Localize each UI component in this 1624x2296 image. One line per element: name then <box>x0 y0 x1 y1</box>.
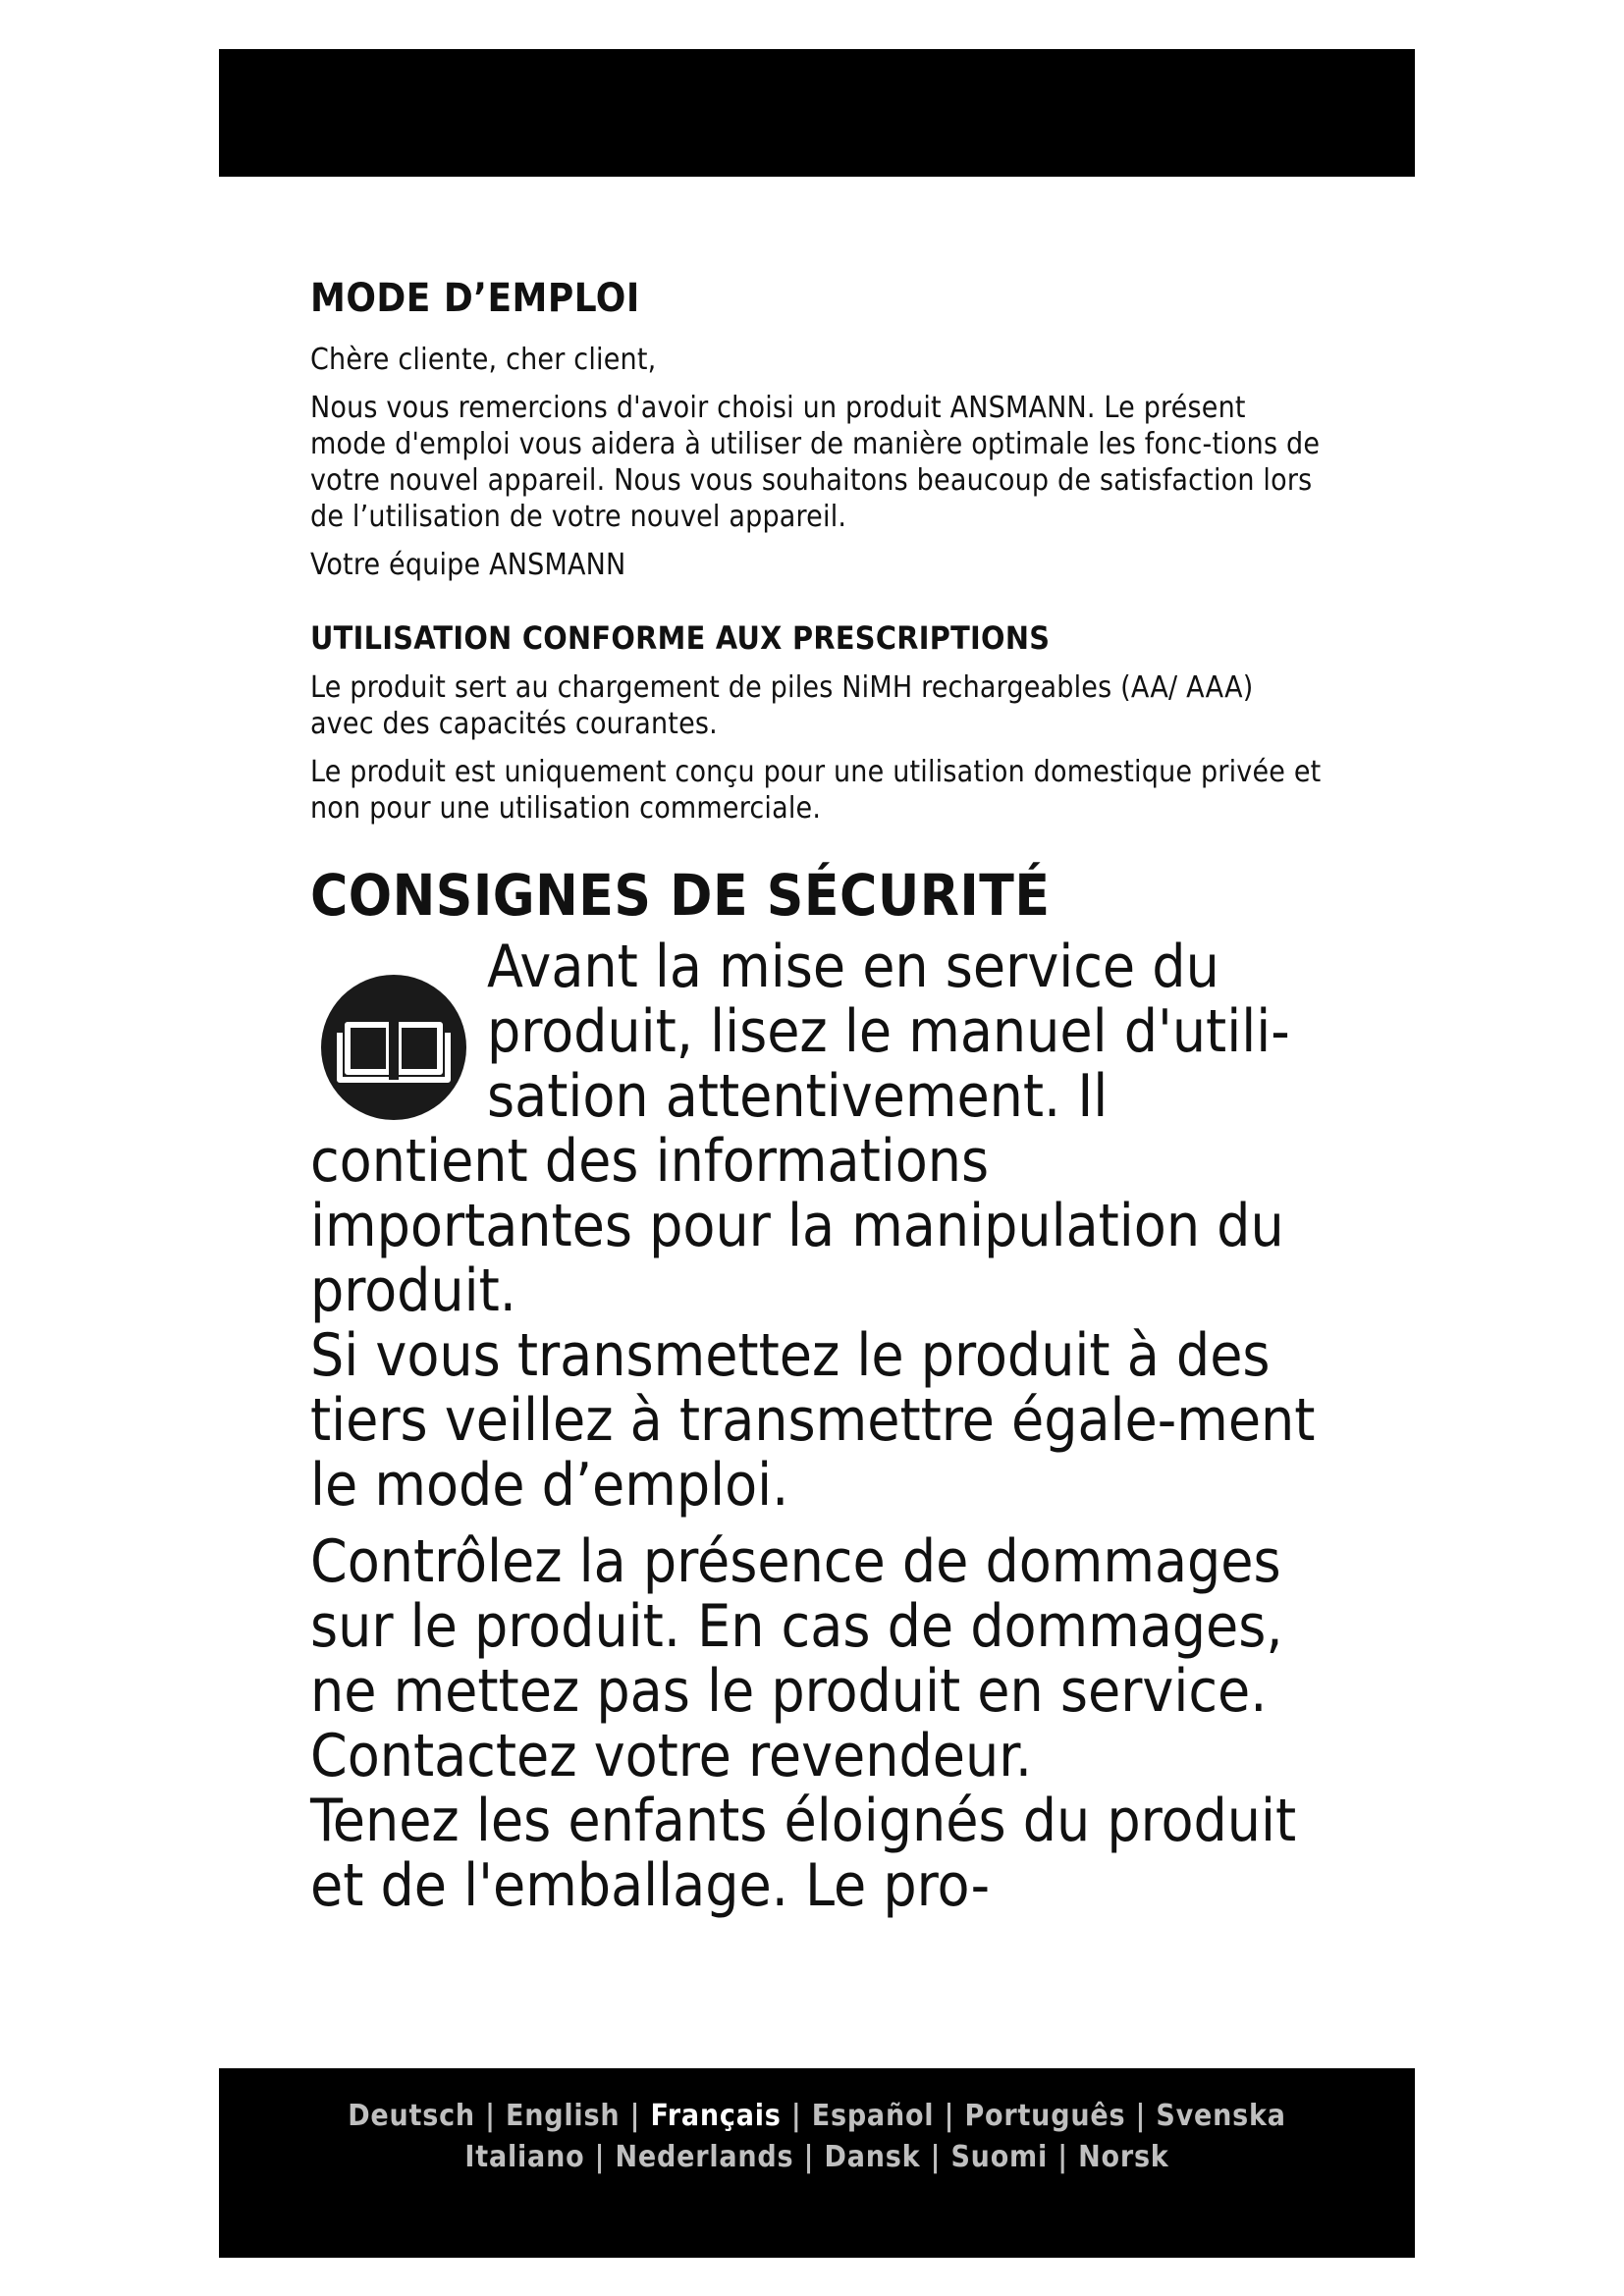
language-link-suomi[interactable]: Suomi <box>950 2140 1049 2174</box>
safety-paragraph-1: Avant la mise en service du produit, lisez le manuel d'utili-sation attentivement. Il contient des informations importantes pour la manipulation du produit. <box>310 933 1290 1325</box>
heading-safety: CONSIGNES DE SÉCURITÉ <box>310 862 1051 929</box>
language-separator: | <box>930 2140 942 2174</box>
intro-paragraph: Nous vous remercions d'avoir choisi un produit ANSMANN. Le présent mode d'emploi vous aidera à utiliser de manière optimale les fonc-tions de votre nouvel appareil. Nous vous souhaitons beaucoup de satisfaction lors de l’utilisation de votre nouvel appareil. <box>310 391 1321 534</box>
language-link-dansk[interactable]: Dansk <box>824 2140 921 2174</box>
signature: Votre équipe ANSMANN <box>310 548 626 582</box>
header-bar <box>219 49 1415 177</box>
language-link-english[interactable]: English <box>506 2099 621 2133</box>
language-row-2 <box>219 2137 1415 2178</box>
language-separator: | <box>485 2099 496 2133</box>
safety-paragraph-4: Tenez les enfants éloignés du produit et de l'emballage. Le pro- <box>310 1787 1297 1920</box>
language-separator: | <box>790 2099 802 2133</box>
language-separator: | <box>1135 2099 1147 2133</box>
language-separator: | <box>944 2099 955 2133</box>
language-separator: | <box>594 2140 606 2174</box>
language-selector <box>219 2096 1415 2178</box>
language-link-svenska[interactable]: Svenska <box>1156 2099 1286 2133</box>
language-separator: | <box>1057 2140 1068 2174</box>
heading-utilisation: UTILISATION CONFORME AUX PRESCRIPTIONS <box>310 619 1051 657</box>
heading-mode-emploi: MODE D’EMPLOI <box>310 276 640 321</box>
language-separator: | <box>803 2140 815 2174</box>
language-separator: | <box>629 2099 641 2133</box>
greeting: Chère cliente, cher client, <box>310 343 657 377</box>
language-row-1 <box>219 2096 1415 2137</box>
language-link-francais[interactable]: Français <box>650 2099 782 2133</box>
page-content <box>310 275 1322 1918</box>
safety-paragraph-3: Contrôlez la présence de dommages sur le produit. En cas de dommages, ne mettez pas le produit en service. Contactez votre revendeur. <box>310 1527 1283 1790</box>
language-bar <box>219 2068 1415 2258</box>
utilisation-paragraph-2: Le produit est uniquement conçu pour une utilisation domestique privée et non pour une utilisation commerciale. <box>310 755 1322 826</box>
safety-paragraph-2: Si vous transmettez le produit à des tiers veillez à transmettre égale-ment le mode d’emploi. <box>310 1321 1316 1520</box>
language-link-nederlands[interactable]: Nederlands <box>615 2140 794 2174</box>
language-link-deutsch[interactable]: Deutsch <box>348 2099 475 2133</box>
utilisation-paragraph-1: Le produit sert au chargement de piles NiMH rechargeables (AA/ AAA) avec des capacités courantes. <box>310 670 1254 741</box>
language-link-espanol[interactable]: Español <box>811 2099 935 2133</box>
language-link-norsk[interactable]: Norsk <box>1078 2140 1169 2174</box>
read-manual-book-icon <box>320 974 467 1121</box>
language-link-italiano[interactable]: Italiano <box>464 2140 585 2174</box>
language-link-portugues[interactable]: Português <box>964 2099 1126 2133</box>
